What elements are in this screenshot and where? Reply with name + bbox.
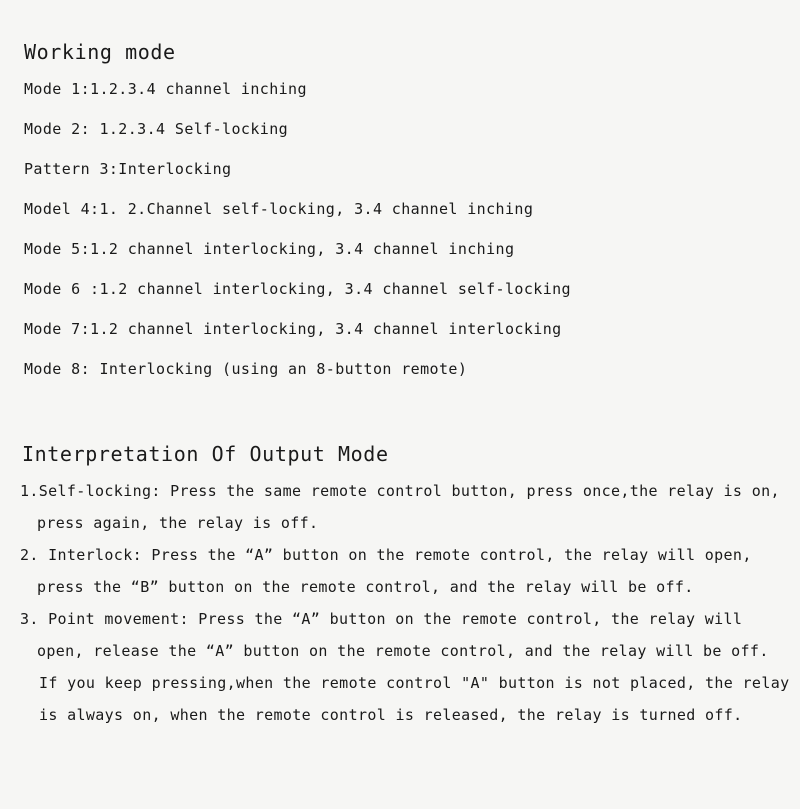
mode-3-line: Pattern 3:Interlocking — [24, 160, 232, 178]
interpretation-line: is always on, when the remote control is released, the relay is turned off. — [39, 706, 743, 724]
mode-1-line: Mode 1:1.2.3.4 channel inching — [24, 80, 307, 98]
mode-2-line: Mode 2: 1.2.3.4 Self-locking — [24, 120, 289, 138]
interpretation-line: 1.Self-locking: Press the same remote control button, press once,the relay is on, — [20, 482, 780, 500]
mode-5-line: Mode 5:1.2 channel interlocking, 3.4 channel inching — [24, 240, 515, 258]
interpretation-title: Interpretation Of Output Mode — [22, 442, 389, 466]
mode-6-line: Mode 6 :1.2 channel interlocking, 3.4 channel self-locking — [24, 280, 571, 298]
interpretation-line: If you keep pressing,when the remote control "A" button is not placed, the relay — [39, 674, 790, 692]
mode-7-line: Mode 7:1.2 channel interlocking, 3.4 channel interlocking — [24, 320, 562, 338]
interpretation-line: press the “B” button on the remote control, and the relay will be off. — [37, 578, 694, 596]
interpretation-line: 2. Interlock: Press the “A” button on the remote control, the relay will open, — [20, 546, 752, 564]
mode-4-line: Model 4:1. 2.Channel self-locking, 3.4 channel inching — [24, 200, 534, 218]
mode-8-line: Mode 8: Interlocking (using an 8-button remote) — [24, 360, 468, 378]
interpretation-line: open, release the “A” button on the remote control, and the relay will be off. — [37, 642, 769, 660]
working-mode-title: Working mode — [24, 40, 176, 64]
interpretation-line: 3. Point movement: Press the “A” button on the remote control, the relay will — [20, 610, 743, 628]
interpretation-line: press again, the relay is off. — [37, 514, 319, 532]
